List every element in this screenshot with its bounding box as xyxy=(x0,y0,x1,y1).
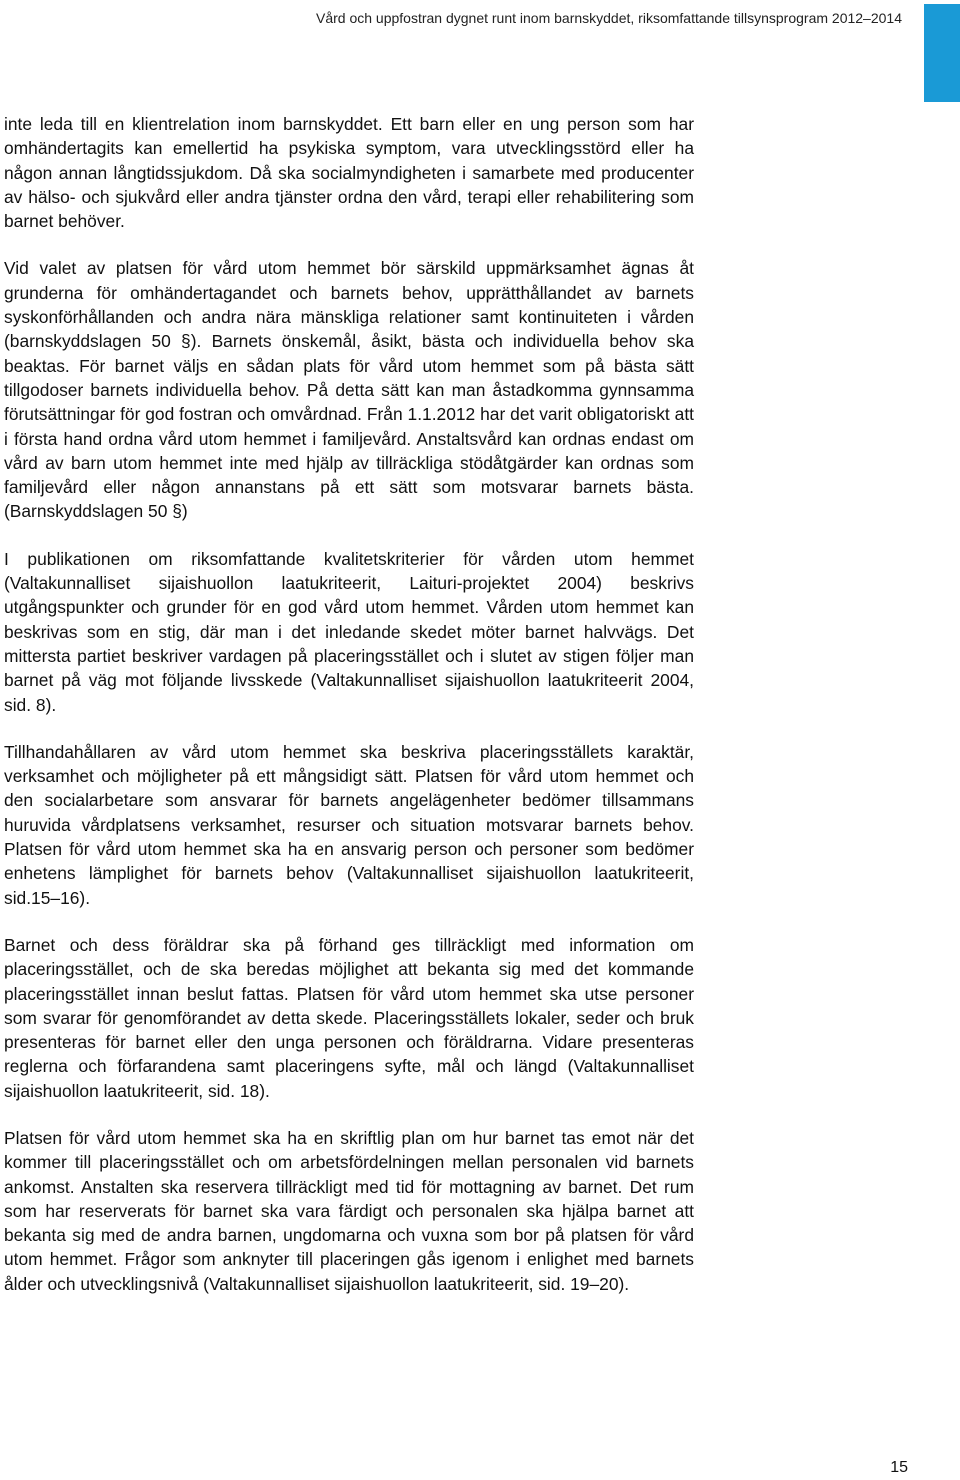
section-accent-tab xyxy=(924,4,960,102)
page-number: 15 xyxy=(890,1459,908,1476)
running-header: Vård och uppfostran dygnet runt inom barnskyddet, riksomfattande tillsynsprogram 2012–2014 xyxy=(315,10,902,26)
paragraph-provider-description: Tillhandahållaren av vård utom hemmet ska beskriva placeringsställets karaktär, verksamhet och möjligheter på ett mångsidigt sätt. Platsen för vård utom hemmet och den socialarbetare som ansvarar för barnets angelägenheter bedömer tillsammans huruvida vårdplatsens verksamhet, resurser och situation motsvarar barnets behov. Platsen för vård utom hemmet ska ha en ansvarig person och personer som bedömer enhetens lämplighet för barnets behov (Valtakunnalliset sijaishuollon laatukriteerit, sid.15–16). xyxy=(4,741,694,908)
paragraph-quality-criteria: I publikationen om riksomfattande kvalitetskriterier för vården utom hemmet (Valtakunnalliset sijaishuollon laatukriteerit, Laituri-projektet 2004) beskrivs utgångspunkter och grunder för en god vård utom hemmet. Vården utom hemmet kan beskrivas som en stig, där man i det inledande skedet möter barnet halvvägs. Det mittersta partiet beskriver vardagen på placeringsstället och i slutet av stigen följer man barnet på väg mot följande livsskede (Valtakunnalliset sijaishuollon laatukriteerit 2004, sid. 8). xyxy=(4,548,694,715)
paragraph-reception-plan: Platsen för vård utom hemmet ska ha en skriftlig plan om hur barnet tas emot när det kommer till placeringsstället och om arbetsfördelningen mellan personalen vid barnets ankomst. Anstalten ska reservera tillräckligt med tid för mottagning av barnet. Det rum som har reserverats för barnet ska vara färdigt och personalen ska hjälpa barnet att bekanta sig med de andra barnen, ungdomarna och vuxna som bor på platsen för vård utom hemmet. Frågor som anknyter till placeringen gås igenom i enlighet med barnets ålder och utvecklingsnivå (Valtakunnalliset sijaishuollon laatukriteerit, sid. 19–20). xyxy=(4,1127,694,1294)
paragraph-continuation: inte leda till en klientrelation inom barnskyddet. Ett barn eller en ung person som har omhändertagits kan emellertid ha psykiska symptom, vara utvecklingsstörd eller ha någon annan långtidssjukdom. Då ska socialmyndigheten i samarbete med producenter av hälso- och sjukvård eller andra tjänster ordna den vård, terapi eller rehabilitering som barnet behöver. xyxy=(4,114,694,232)
paragraph-placement-choice: Vid valet av platsen för vård utom hemmet bör särskild uppmärksamhet ägnas åt grunderna för omhändertagandet och barnets behov, upprätthållandet av barnets syskonförhållanden och andra nära mänskliga relationer samt kontinuiteten i vården (barnskyddslagen 50 §). Barnets önskemål, åsikt, bästa och individuella behov ska beaktas. För barnet väljs en sådan plats för vård utom hemmet som på bästa sätt tillgodoser barnets individuella behov. På detta sätt kan man åstadkomma gynnsamma förutsättningar för god fostran och omvårdnad. Från 1.1.2012 har det varit obligatoriskt att i första hand ordna vård utom hemmet i familjevård. Anstaltsvård kan ordnas endast om vård av barn utom hemmet inte med hjälp av tillräckliga stödåtgärder kan ordnas som familjevård eller någon annanstans på ett sätt som motsvarar barnets bästa. (Barnskyddslagen 50 §) xyxy=(4,258,694,522)
body-text xyxy=(4,112,694,1319)
paragraph-advance-information: Barnet och dess föräldrar ska på förhand ges tillräckligt med information om placeringsstället, och de ska beredas möjlighet att bekanta sig med det kommande placeringsstället innan beslut fattas. Platsen för vård utom hemmet ska utse personer som svarar för genomförandet av detta skede. Placeringsställets lokaler, seder och bruk presenteras för barnet eller den unga personen och föräldrarna. Vidare presenteras reglerna och förfarandena samt placeringens syfte, mål och längd (Valtakunnalliset sijaishuollon laatukriteerit, sid. 18). xyxy=(4,934,694,1101)
